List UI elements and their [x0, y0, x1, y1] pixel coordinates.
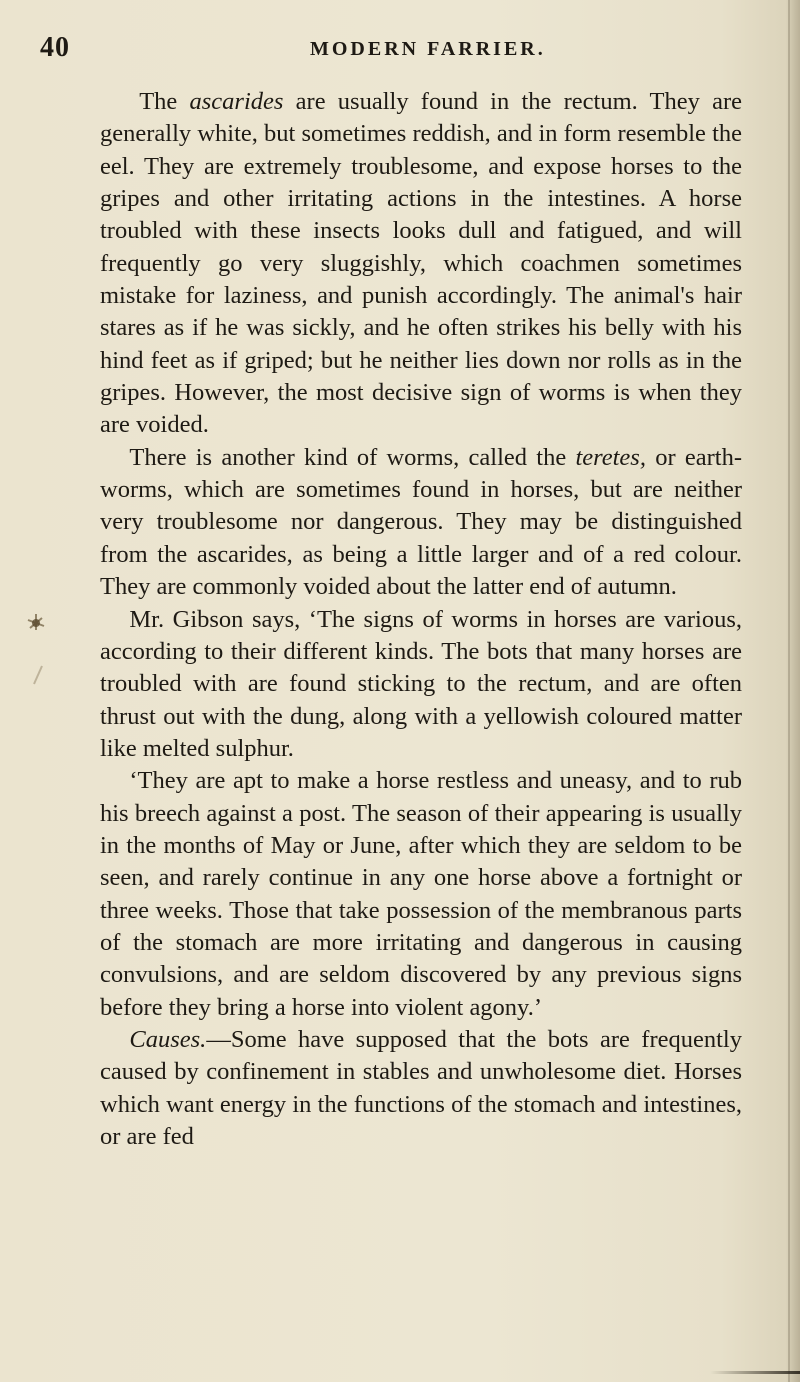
page-header: [40, 30, 760, 70]
paragraph-causes: Causes.—Some have supposed that the bots are frequently caused by confinement in stables and unwholesome diet. Horses which want energy in the functions of the stomach and intestines, or are fed: [100, 1025, 742, 1150]
heading-causes: Causes.: [129, 1025, 207, 1053]
page-number: 40: [40, 32, 70, 63]
margin-stain-mark: [18, 610, 54, 688]
term-teretes: teretes,: [575, 443, 646, 471]
page-edge-line: [788, 0, 790, 1382]
paragraph-restless: ‘They are apt to make a horse restless and uneasy, and to rub his breech against a post. The season of their appearing is usually in the months of May or June, after which they are seldom to be seen, and rarely continue in any one horse above a fortnight or three weeks. Those that take possession of the membranous parts of the stomach are more irritating and dangerous in causing convulsions, and are seldom discovered by any previous signs before they bring a horse into violent agony.’: [100, 767, 742, 1021]
running-head: MODERN FARRIER.: [310, 38, 546, 60]
paragraph-gibson-quote: Mr. Gibson says, ‘The signs of worms in horses are various, according to their different kinds. The bots that many horses are troubled with are found sticking to the rectum, and are often thrust out with the dung, along with a yellowish coloured matter like melted sulphur.: [100, 605, 742, 762]
bottom-edge-rule: [710, 1371, 800, 1374]
paragraph-teretes: There is another kind of worms, called the teretes, or earth-worms, which are sometimes found in horses, but are neither very troublesome nor dangerous. They may be distinguished from the ascarides, as being a little larger and of a red colour. They are commonly voided about the latter end of autumn.: [100, 443, 742, 601]
body-text: [100, 86, 742, 1153]
paragraph-ascarides: The ascarides are usually found in the rectum. They are generally white, but sometimes reddish, and in form resemble the eel. They are extremely troublesome, and expose horses to the gripes and other irritating actions in the intestines. A horse troubled with these insects looks dull and fatigued, and will frequently go very sluggishly, which coachmen sometimes mistake for laziness, and punish accordingly. The animal's hair stares as if he was sickly, and he often strikes his belly with his hind feet as if griped; but he neither lies down nor rolls as in the gripes. However, the most decisive sign of worms is when they are voided.: [100, 88, 743, 439]
term-ascarides: ascarides: [189, 88, 284, 115]
